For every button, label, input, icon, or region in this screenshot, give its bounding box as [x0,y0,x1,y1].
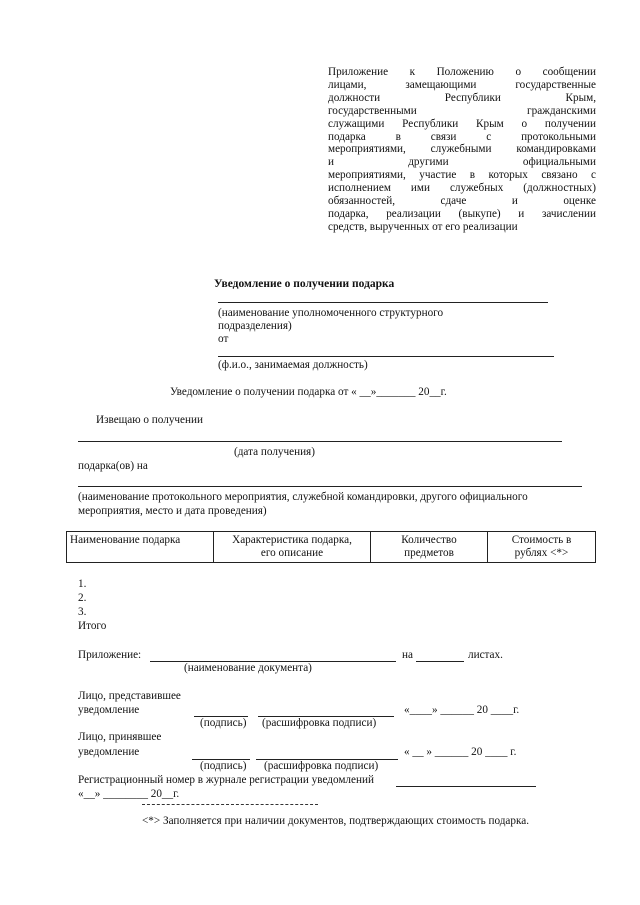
event-line[interactable] [78,486,582,487]
header-text: Наименование подарка [70,534,181,546]
from-label: от [218,333,229,345]
footnote-divider [142,804,318,805]
footnote: <*> Заполняется при наличии документов, подтверждающих стоимость подарка. [142,815,529,827]
attachment-caption: (наименование документа) [184,662,312,674]
appendix-line: подарка в связи с протокольными [328,130,596,143]
registration-date: «__» ________ 20__г. [78,788,180,800]
gifts-table [66,531,596,563]
form-title: Уведомление о получении подарка [214,278,395,290]
submitted-label: уведомление [78,704,140,716]
event-caption: мероприятия, место и дата проведения) [78,505,267,517]
attachment-sheets: листах. [468,649,503,661]
recipient-caption: подразделения) [218,320,292,332]
signature-caption: (подпись) [200,717,247,729]
appendix-line: служащими Республики Крым о получении [328,117,596,130]
accepted-label: уведомление [78,746,140,758]
header-text: его описание [260,547,324,559]
submitted-label: Лицо, представившее [78,690,181,702]
registration-label: Регистрационный номер в журнале регистрации уведомлений [78,774,374,786]
accepted-date: « __ » ______ 20 ____ г. [404,746,517,758]
date-caption: (дата получения) [234,446,315,458]
header-text: Количество [401,534,457,546]
appendix-line: подарка, реализации (выкупе) и зачислении [328,207,596,220]
attachment-on: на [402,649,413,661]
list-item: 1. [78,578,87,590]
submitted-date: «____» ______ 20 ____г. [404,704,520,716]
sender-line[interactable] [218,356,554,357]
registration-number-line[interactable] [396,786,536,787]
appendix-line: Приложение к Положению о сообщении [328,66,596,78]
appendix-line: мероприятиями, участие в которых связано с [328,169,596,182]
header-text: рублях <*> [514,547,569,559]
header-cell [371,532,488,563]
notice-date-line: Уведомление о получении подарка от « __»_______ 20__г. [170,386,447,398]
inform-label: Извещаю о получении [96,414,203,426]
appendix-line: мероприятиями, служебными командировками [328,143,596,156]
appendix-header [328,66,596,234]
gifts-on-label: подарка(ов) на [78,460,148,472]
table-header-row [67,532,596,563]
header-cell [214,532,371,563]
list-item: 2. [78,592,87,604]
header-text: Стоимость в [511,534,572,546]
header-cell [67,532,214,563]
decode-caption: (расшифровка подписи) [262,717,377,729]
appendix-line: обязанностей, сдаче и оценке [328,195,596,208]
list-item: 3. [78,606,87,618]
sender-caption: (ф.и.о., занимаемая должность) [218,359,368,371]
event-caption: (наименование протокольного мероприятия, служебной командировки, другого официального [78,491,528,503]
appendix-line: государственными гражданскими [328,104,596,117]
appendix-line: и другими официальными [328,156,596,169]
recipient-line[interactable] [218,302,548,303]
decode-caption: (расшифровка подписи) [264,760,379,772]
total-label: Итого [78,620,107,632]
appendix-line: средств, вырученных от его реализации [328,220,518,233]
receipt-date-line[interactable] [78,441,562,442]
attachment-sheets-line[interactable] [416,661,464,662]
appendix-line: должности Республики Крым, [328,91,596,104]
header-text: предметов [404,547,454,559]
signature-caption: (подпись) [200,760,247,772]
accepted-label: Лицо, принявшее [78,731,162,743]
appendix-line: исполнением ими служебных (должностных) [328,182,596,195]
recipient-caption: (наименование уполномоченного структурного [218,307,444,319]
attachment-label: Приложение: [78,649,142,661]
header-cell [488,532,596,563]
header-text: Характеристика подарка, [232,534,352,546]
appendix-line: лицами, замещающими государственные [328,78,596,91]
